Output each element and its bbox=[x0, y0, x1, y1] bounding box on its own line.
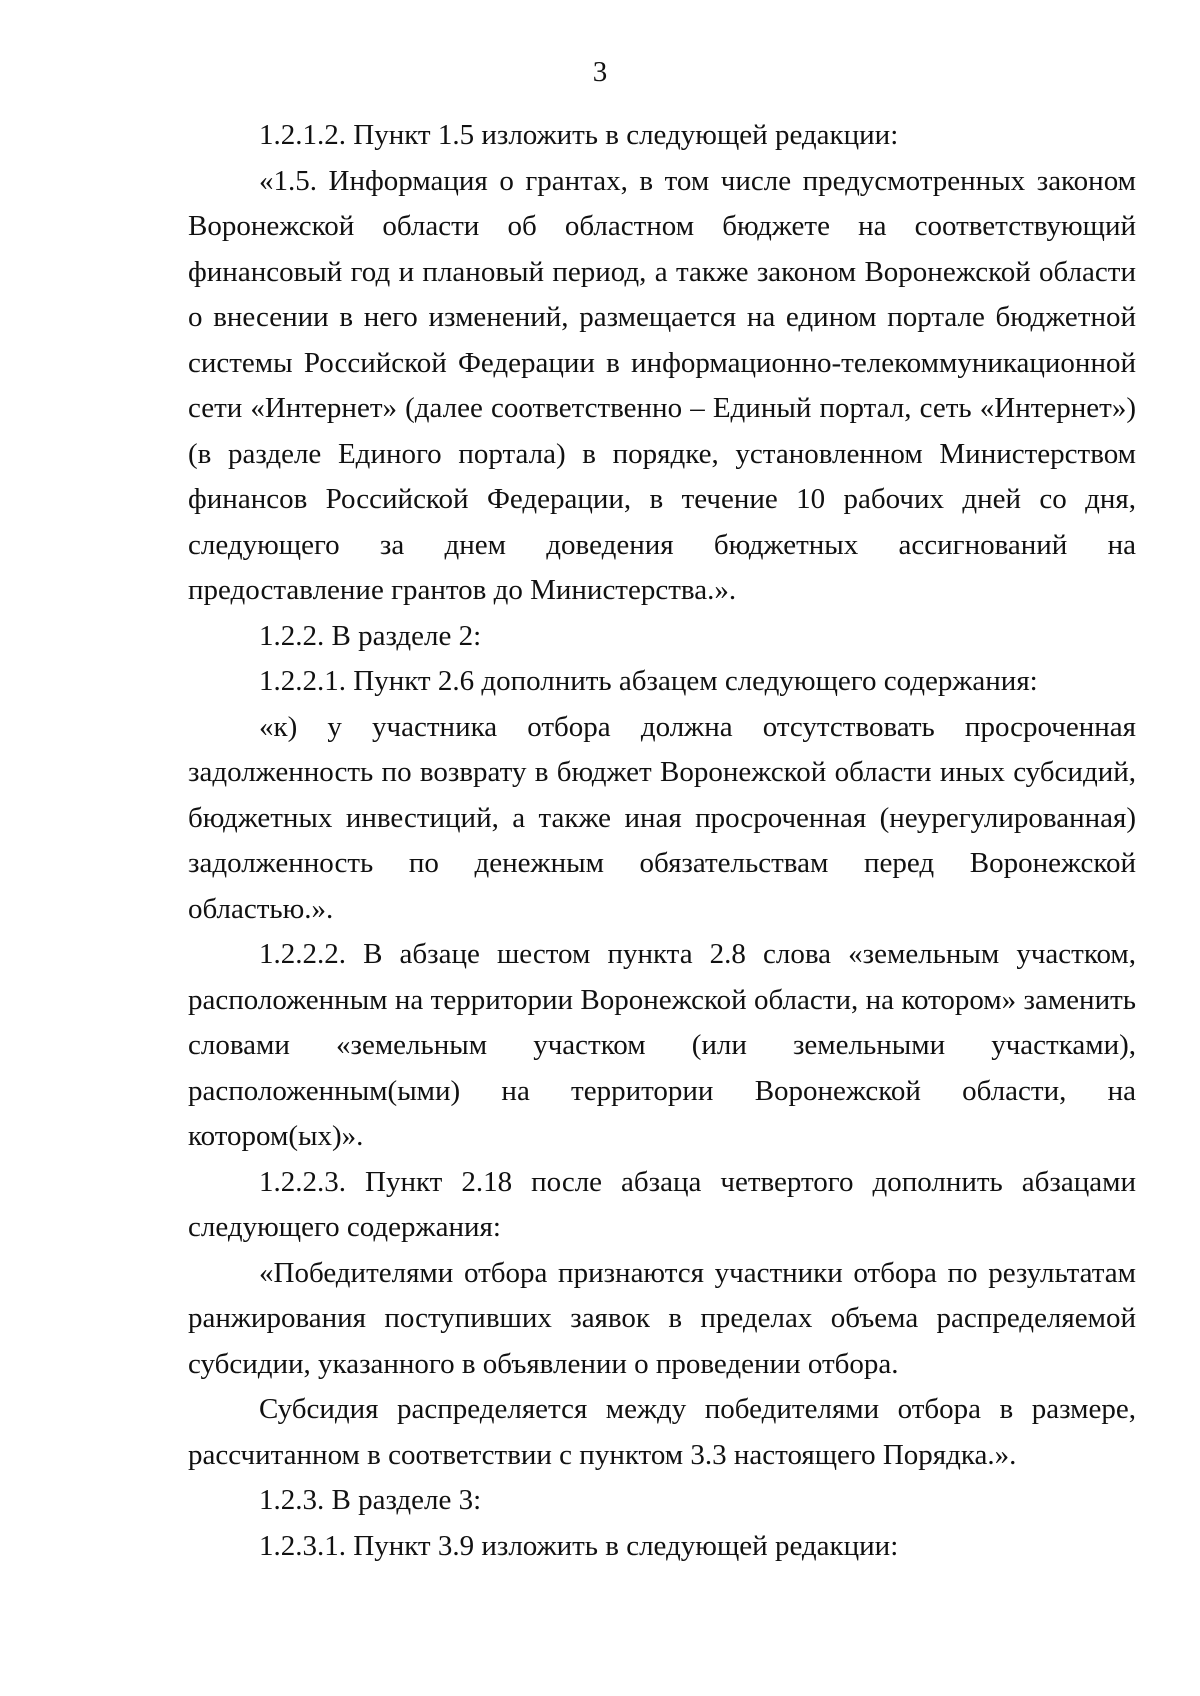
document-body bbox=[188, 113, 1136, 1569]
paragraph-1-2-2-2: 1.2.2.2. В абзаце шестом пункта 2.8 слова «земельным участком, расположенным на территории Воронежской области, на котором» заменить словами «земельным участком (или земельными участками), расположенным(ыми) на территории Воронежской области, на котором(ых)». bbox=[188, 938, 1136, 1152]
paragraph-quote-winners: «Победителями отбора признаются участники отбора по результатам ранжирования поступивших заявок в пределах объема распределяемой субсидии, указанного в объявлении о проведении отбора. bbox=[188, 1256, 1136, 1380]
page-number: 3 bbox=[592, 56, 608, 88]
paragraph-1-2-2-1: 1.2.2.1. Пункт 2.6 дополнить абзацем следующего содержания: bbox=[259, 665, 1038, 697]
paragraph-subsidy-distribution: Субсидия распределяется между победителями отбора в размере, рассчитанном в соответствии с пунктом 3.3 настоящего Порядка.». bbox=[188, 1393, 1136, 1471]
paragraph-1-2-2: 1.2.2. В разделе 2: bbox=[259, 619, 482, 652]
paragraph-1-2-2-3: 1.2.2.3. Пункт 2.18 после абзаца четвертого дополнить абзацами следующего содержания: bbox=[188, 1165, 1136, 1243]
paragraph-1-2-3: 1.2.3. В разделе 3: bbox=[259, 1484, 482, 1516]
paragraph-quote-k: «к) у участника отбора должна отсутствовать просроченная задолженность по возврату в бюджет Воронежской области иных субсидий, бюджетных инвестиций, а также иная просроченная (неурегулированная) задолженность по денежным обязательствам перед Воронежской областью.». bbox=[188, 710, 1136, 925]
paragraph-1-2-1-2: 1.2.1.2. Пункт 1.5 изложить в следующей редакции: bbox=[259, 119, 899, 151]
paragraph-1-2-3-1: 1.2.3.1. Пункт 3.9 изложить в следующей редакции: bbox=[259, 1529, 899, 1562]
paragraph-quote-1-5: «1.5. Информация о грантах, в том числе предусмотренных законом Воронежской области об областном бюджете на соответствующий финансовый год и плановый период, а также законом Воронежской области о внесении в него изменений, размещается на едином портале бюджетной системы Российской Федерации в информационно-телекоммуникационной сети «Интернет» (далее соответственно – Единый портал, сеть «Интернет») (в разделе Единого портала) в порядке, установленном Министерством финансов Российской Федерации, в течение 10 рабочих дней со дня, следующего за днем доведения бюджетных ассигнований на предоставление грантов до Министерства.». bbox=[188, 164, 1136, 606]
